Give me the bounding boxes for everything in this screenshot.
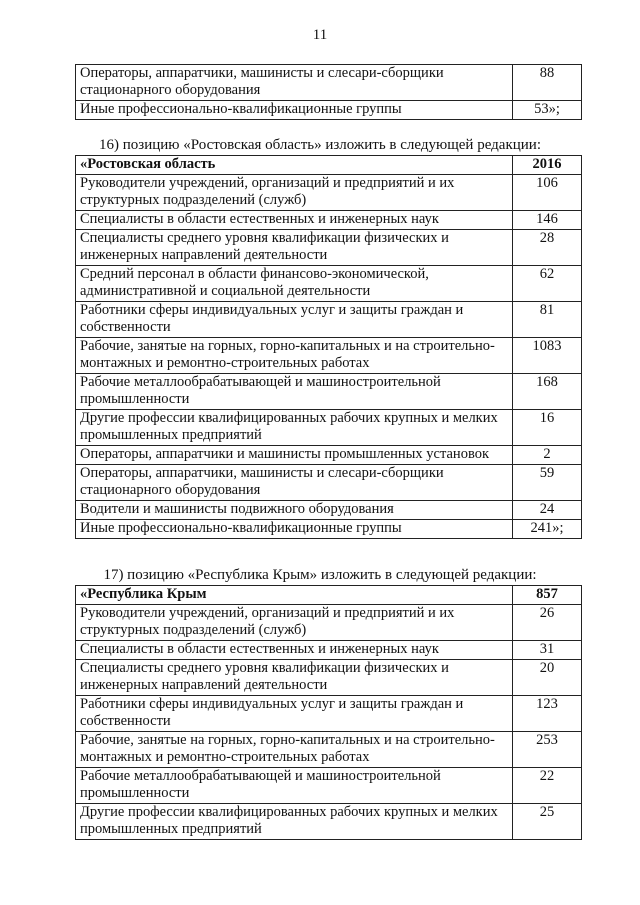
table-row [76, 211, 582, 230]
row-label: Руководители учреждений, организаций и предприятий и их структурных подразделений (служб) [76, 175, 513, 211]
table-row [76, 230, 582, 266]
row-label: Операторы, аппаратчики, машинисты и слесари-сборщики стационарного оборудования [76, 465, 513, 501]
row-label: Рабочие, занятые на горных, горно-капитальных и на строительно-монтажных и ремонтно-строительных работах [76, 338, 513, 374]
page-number: 11 [312, 27, 328, 43]
row-value: 1083 [513, 338, 582, 374]
table-row [76, 660, 582, 696]
row-label: Операторы, аппаратчики, машинисты и слесари-сборщики стационарного оборудования [76, 65, 513, 101]
table-row [76, 520, 582, 539]
row-value: 22 [513, 768, 582, 804]
table-header-row [76, 586, 582, 605]
table-row [76, 175, 582, 211]
rostov-table [75, 155, 582, 539]
row-label: Руководители учреждений, организаций и предприятий и их структурных подразделений (служб) [76, 605, 513, 641]
row-label: Иные профессионально-квалификационные группы [76, 101, 513, 120]
row-value: 16 [513, 410, 582, 446]
region-name: «Республика Крым [76, 586, 513, 605]
row-label: Специалисты среднего уровня квалификации физических и инженерных направлений деятельности [76, 230, 513, 266]
table-row [76, 768, 582, 804]
row-value: 81 [513, 302, 582, 338]
top-table [75, 64, 582, 120]
row-value: 2 [513, 446, 582, 465]
table-row [76, 804, 582, 840]
row-value: 26 [513, 605, 582, 641]
row-label: Рабочие, занятые на горных, горно-капитальных и на строительно-монтажных и ремонтно-строительных работах [76, 732, 513, 768]
table-row [76, 338, 582, 374]
table-row [76, 101, 582, 120]
row-label: Рабочие металлообрабатывающей и машиностроительной промышленности [76, 374, 513, 410]
rostov-table-rows [76, 175, 582, 539]
row-label: Специалисты в области естественных и инженерных наук [76, 211, 513, 230]
row-value: 123 [513, 696, 582, 732]
table-row [76, 266, 582, 302]
region-name: «Ростовская область [76, 156, 513, 175]
row-value: 106 [513, 175, 582, 211]
rostov-table-body [76, 156, 582, 175]
region-total: 857 [513, 586, 582, 605]
row-value: 241»; [513, 520, 582, 539]
row-value: 20 [513, 660, 582, 696]
table-row [76, 446, 582, 465]
section-17-intro: 17) позицию «Республика Крым» изложить в следующей редакции: [103, 567, 537, 583]
row-label: Рабочие металлообрабатывающей и машиностроительной промышленности [76, 768, 513, 804]
row-label: Водители и машинисты подвижного оборудования [76, 501, 513, 520]
row-label: Другие профессии квалифицированных рабочих крупных и мелких промышленных предприятий [76, 804, 513, 840]
crimea-table [75, 585, 582, 840]
row-value: 62 [513, 266, 582, 302]
table-row [76, 641, 582, 660]
table-row [76, 501, 582, 520]
table-row [76, 65, 582, 101]
row-value: 59 [513, 465, 582, 501]
row-label: Специалисты в области естественных и инженерных наук [76, 641, 513, 660]
row-value: 53»; [513, 101, 582, 120]
table-row [76, 732, 582, 768]
row-value: 88 [513, 65, 582, 101]
table-row [76, 302, 582, 338]
table-row [76, 410, 582, 446]
row-value: 24 [513, 501, 582, 520]
table-row [76, 696, 582, 732]
crimea-table-rows [76, 605, 582, 840]
row-label: Работники сферы индивидуальных услуг и защиты граждан и собственности [76, 302, 513, 338]
crimea-table-body [76, 586, 582, 605]
table-header-row [76, 156, 582, 175]
row-label: Другие профессии квалифицированных рабочих крупных и мелких промышленных предприятий [76, 410, 513, 446]
row-value: 168 [513, 374, 582, 410]
row-value: 25 [513, 804, 582, 840]
row-label: Специалисты среднего уровня квалификации физических и инженерных направлений деятельности [76, 660, 513, 696]
table-row [76, 465, 582, 501]
row-label: Иные профессионально-квалификационные группы [76, 520, 513, 539]
table-row [76, 605, 582, 641]
region-total: 2016 [513, 156, 582, 175]
row-label: Средний персонал в области финансово-экономической, административной и социальной деятельности [76, 266, 513, 302]
section-16-intro: 16) позицию «Ростовская область» изложить в следующей редакции: [99, 137, 541, 153]
row-value: 253 [513, 732, 582, 768]
row-label: Работники сферы индивидуальных услуг и защиты граждан и собственности [76, 696, 513, 732]
table-row [76, 374, 582, 410]
row-value: 31 [513, 641, 582, 660]
row-label: Операторы, аппаратчики и машинисты промышленных установок [76, 446, 513, 465]
row-value: 28 [513, 230, 582, 266]
row-value: 146 [513, 211, 582, 230]
top-table-body [76, 65, 582, 120]
